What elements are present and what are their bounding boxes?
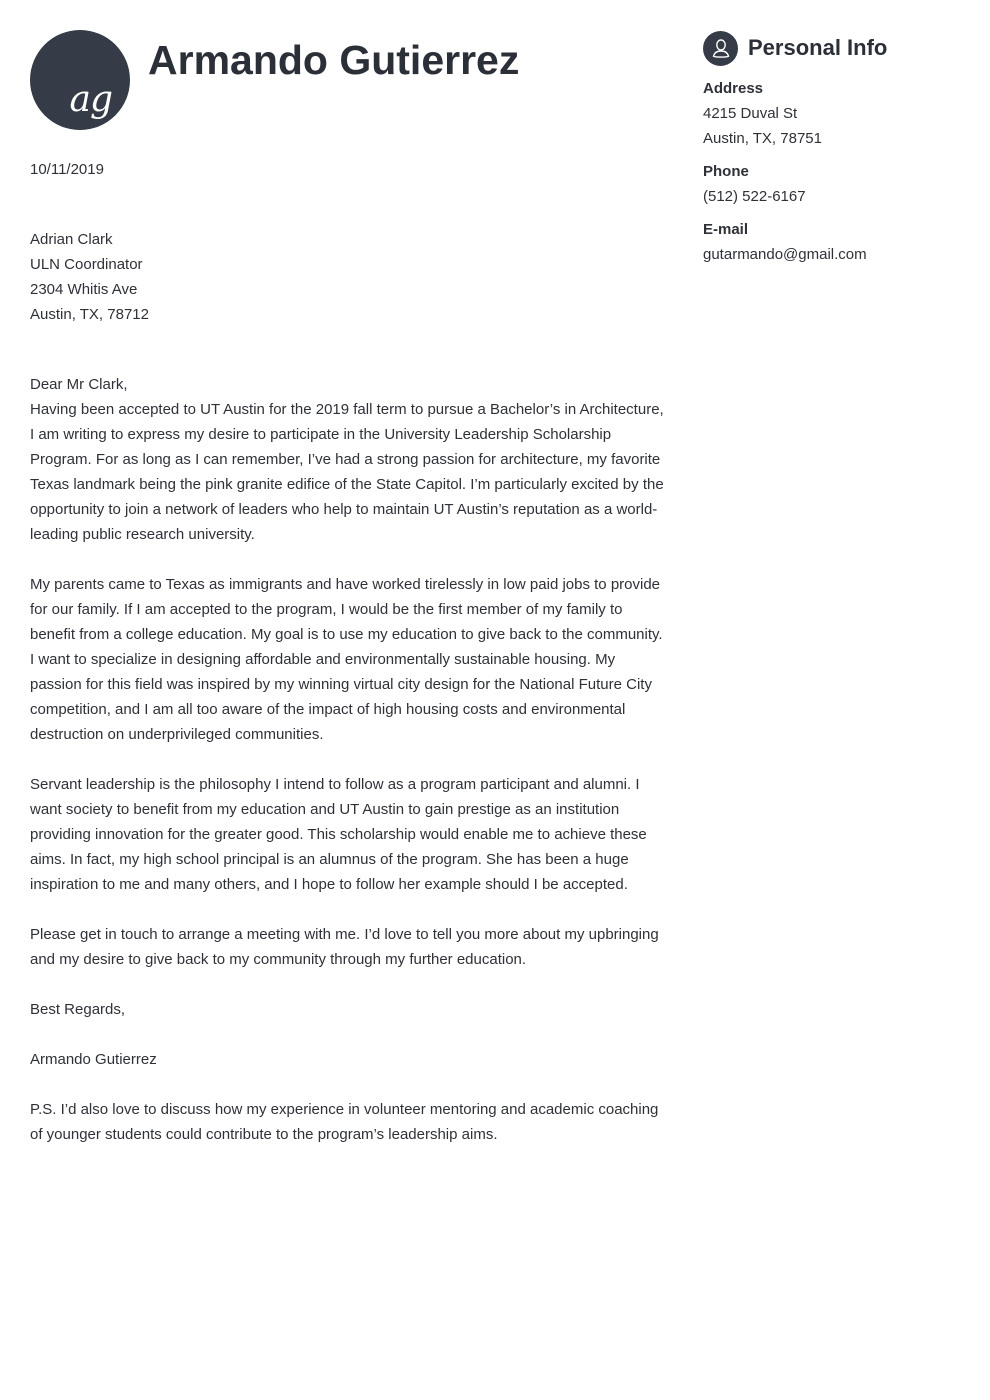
paragraph-3: Servant leadership is the philosophy I intend to follow as a program participant and alumni. I want society to benefit from my education and UT Austin to gain prestige as an institution providing innovation for the greater good. This scholarship would enable me to achieve these aims. In fact, my high school principal is an alumnus of the program. She has been a huge inspiration to me and many others, and I hope to follow her example should I be accepted. [30,776,647,893]
recipient-name: Adrian Clark [30,231,113,248]
recipient-city: Austin, TX, 78712 [30,306,149,323]
address-section [703,76,973,151]
postscript: P.S. I’d also love to discuss how my experience in volunteer mentoring and academic coaching of younger students could contribute to the program’s leadership aims. [30,1101,659,1143]
email-label: E-mail [703,221,749,238]
signature: Armando Gutierrez [30,1051,157,1068]
closing: Best Regards, [30,1001,126,1018]
address-line-2: Austin, TX, 78751 [703,130,822,147]
phone-value: (512) 522-6167 [703,188,806,205]
recipient-street: 2304 Whitis Ave [30,281,138,298]
person-icon [703,31,738,66]
salutation: Dear Mr Clark, [30,376,128,393]
letter-body [30,157,670,1147]
letter-date: 10/11/2019 [30,161,104,178]
monogram-initials: ag [69,79,112,120]
phone-section [703,159,973,209]
monogram-avatar [30,30,130,130]
applicant-name: Armando Gutierrez [148,37,520,83]
personal-info-title: Personal Info [748,35,888,60]
personal-info-sidebar [703,30,973,267]
paragraph-4: Please get in touch to arrange a meeting with me. I’d love to tell you more about my upbringing and my desire to give back to my community through my further education. [30,926,659,968]
recipient-title: ULN Coordinator [30,256,143,273]
paragraph-2: My parents came to Texas as immigrants and have worked tirelessly in low paid jobs to provide for our family. If I am accepted to the program, I would be the first member of my family to benefit from a college education. My goal is to use my education to give back to the community. I want to specialize in designing affordable and environmentally sustainable housing. My passion for this field was inspired by my winning virtual city design for the National Future City competition, and I am all too aware of the impact of high housing costs and environmental destruction on underprivileged communities. [30,576,663,743]
personal-info-header [703,30,973,66]
paragraph-1: Having been accepted to UT Austin for the 2019 fall term to pursue a Bachelor’s in Architecture, I am writing to express my desire to participate in the University Leadership Scholarship Program. For as long as I can remember, I’ve had a strong passion for architecture, my favorite Texas landmark being the pink granite edifice of the State Capitol. I’m particularly excited by the opportunity to join a network of leaders who help to maintain UT Austin’s reputation as a world-leading public research university. [30,401,664,543]
phone-label: Phone [703,163,749,180]
email-section [703,217,973,267]
address-label: Address [703,80,764,97]
address-line-1: 4215 Duval St [703,105,798,122]
email-value: gutarmando@gmail.com [703,246,867,263]
recipient-block [30,227,670,327]
